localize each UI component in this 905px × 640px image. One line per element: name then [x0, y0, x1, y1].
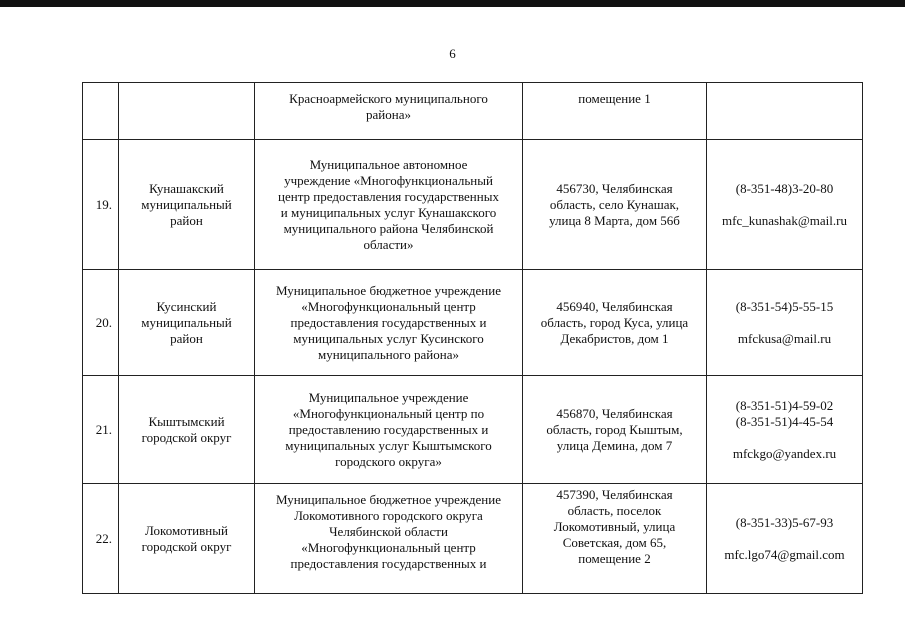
- contacts-cell: [707, 140, 863, 270]
- email-link[interactable]: mfc.lgo74@gmail.com: [724, 546, 845, 562]
- name-line: Челябинской области: [329, 524, 448, 539]
- name-line: предоставления государственных и: [290, 314, 487, 330]
- municipality-line: городской округ: [141, 538, 232, 554]
- name-line: Муниципальное бюджетное учреждение: [276, 492, 501, 507]
- row-number: 19.: [83, 140, 119, 270]
- mfc-table: [82, 82, 863, 594]
- municipality-line: район: [170, 212, 203, 228]
- name-line: Красноармейского муниципального: [289, 91, 488, 106]
- address-cell: [523, 140, 707, 270]
- address-cell: [523, 376, 707, 484]
- address-line: Локомотивный, улица: [553, 519, 676, 534]
- institution-name-cell: [255, 376, 523, 484]
- municipality-cell: [119, 376, 255, 484]
- institution-name-cell: [255, 140, 523, 270]
- address-line: улица Демина, дом 7: [556, 437, 673, 453]
- row-number: 20.: [83, 270, 119, 376]
- address-line: помещение 2: [578, 551, 651, 566]
- row-number: 22.: [83, 484, 119, 594]
- municipality-cell: [119, 140, 255, 270]
- name-line: муниципальных услуг Кусинского: [293, 330, 484, 346]
- address-line: помещение 1: [578, 91, 651, 106]
- phone-number: (8-351-33)5-67-93: [735, 514, 834, 530]
- municipality-line: городской округ: [141, 429, 232, 445]
- table-row-continuation: [83, 83, 863, 140]
- address-line: 456940, Челябинская: [556, 298, 673, 314]
- contacts-cell: [707, 484, 863, 594]
- address-line: область, город Кыштым,: [546, 421, 683, 437]
- name-line: области»: [363, 236, 414, 252]
- municipality-line: Кунашакский: [149, 180, 224, 196]
- institution-name-cell: [255, 484, 523, 594]
- phone-number: (8-351-51)4-59-02: [735, 397, 834, 413]
- name-line: учреждение «Многофункциональный: [284, 172, 493, 188]
- name-line: центр предоставления государственных: [278, 188, 499, 204]
- address-line: 456870, Челябинская: [556, 405, 673, 421]
- name-line: района»: [366, 107, 411, 122]
- contacts-cell: [707, 376, 863, 484]
- address-line: Декабристов, дом 1: [560, 330, 669, 346]
- table-row: [83, 270, 863, 376]
- municipality-cell: [119, 83, 255, 140]
- address-line: улица 8 Марта, дом 56б: [549, 212, 680, 228]
- municipality-line: Кусинский: [156, 298, 217, 314]
- row-number: 21.: [83, 376, 119, 484]
- address-line: область, город Куса, улица: [540, 314, 689, 330]
- table-row: [83, 140, 863, 270]
- number-cell: [83, 83, 119, 140]
- name-line: Муниципальное автономное: [309, 156, 468, 172]
- phone-number: (8-351-54)5-55-15: [735, 298, 834, 314]
- name-line: предоставлению государственных и: [288, 421, 489, 437]
- municipality-line: район: [170, 330, 203, 346]
- institution-name-cell: [255, 270, 523, 376]
- table-row: [83, 376, 863, 484]
- email-link[interactable]: mfc_kunashak@mail.ru: [722, 212, 847, 228]
- name-line: и муниципальных услуг Кунашакского: [280, 204, 497, 220]
- address-line: Советская, дом 65,: [562, 535, 667, 550]
- phone-number: (8-351-51)4-45-54: [735, 413, 834, 429]
- address-line: 457390, Челябинская: [556, 487, 673, 502]
- name-line: Муниципальное учреждение: [308, 389, 469, 405]
- address-cell: [523, 83, 707, 140]
- name-line: городского округа»: [335, 453, 442, 469]
- municipality-line: муниципальный: [141, 314, 232, 330]
- name-line: муниципального района Челябинской: [283, 220, 494, 236]
- page-number: 6: [449, 46, 456, 61]
- institution-name-cell: [255, 83, 523, 140]
- name-line: «Многофункциональный центр: [301, 540, 476, 555]
- address-line: область, поселок: [567, 503, 662, 518]
- email-link[interactable]: mfckusa@mail.ru: [737, 330, 832, 346]
- top-border-bar: [0, 0, 905, 7]
- municipality-cell: [119, 484, 255, 594]
- contacts-cell: [707, 270, 863, 376]
- municipality-cell: [119, 270, 255, 376]
- name-line: Муниципальное бюджетное учреждение: [276, 282, 501, 298]
- name-line: муниципальных услуг Кыштымского: [285, 437, 492, 453]
- email-link[interactable]: mfckgo@yandex.ru: [732, 445, 837, 461]
- name-line: муниципального района»: [318, 346, 459, 362]
- table-row: [83, 484, 863, 594]
- address-line: область, село Кунашак,: [549, 196, 680, 212]
- address-line: 456730, Челябинская: [556, 180, 673, 196]
- name-line: предоставления государственных и: [290, 556, 487, 571]
- name-line: «Многофункциональный центр по: [292, 405, 485, 421]
- phone-number: (8-351-48)3-20-80: [735, 180, 834, 196]
- address-cell: [523, 270, 707, 376]
- municipality-line: Локомотивный: [145, 522, 228, 538]
- municipality-line: муниципальный: [141, 196, 232, 212]
- name-line: Локомотивного городского округа: [294, 508, 483, 523]
- address-cell: [523, 484, 707, 594]
- municipality-line: Кыштымский: [148, 413, 225, 429]
- name-line: «Многофункциональный центр: [301, 298, 476, 314]
- contacts-cell: [707, 83, 863, 140]
